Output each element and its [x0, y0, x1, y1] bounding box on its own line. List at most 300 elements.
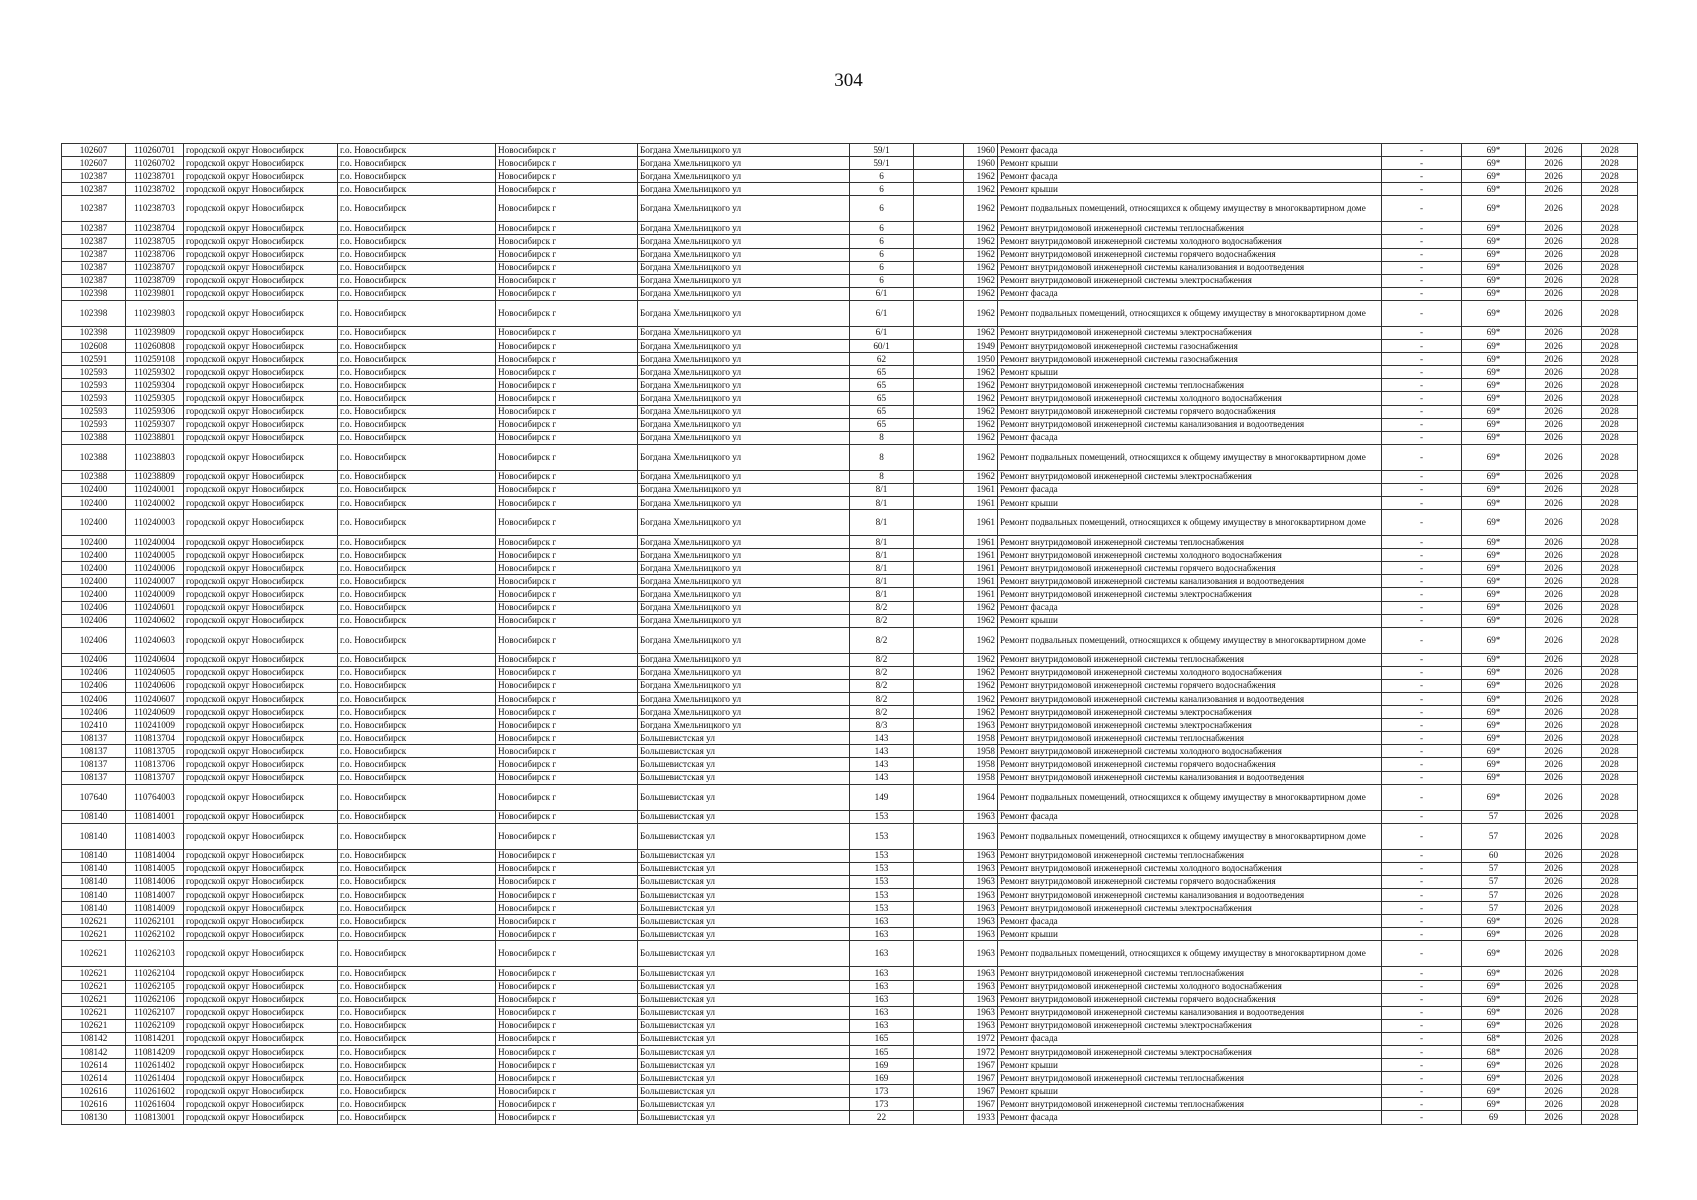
- cell-building: [914, 562, 964, 575]
- cell-wear-percent: 69*: [1462, 915, 1526, 928]
- cell-house-id: 102388: [62, 431, 126, 444]
- cell-municipality: г.о. Новосибирск: [338, 248, 496, 261]
- cell-note: -: [1382, 902, 1462, 915]
- cell-wear-percent: 69*: [1462, 379, 1526, 392]
- cell-note: -: [1382, 431, 1462, 444]
- cell-municipality: г.о. Новосибирск: [338, 405, 496, 418]
- cell-note: -: [1382, 980, 1462, 993]
- cell-work-id: 110814009: [126, 902, 184, 915]
- cell-street: Большевистская ул: [638, 862, 850, 875]
- cell-municipality: г.о. Новосибирск: [338, 1045, 496, 1058]
- cell-building: [914, 549, 964, 562]
- table-row: [62, 1072, 1638, 1085]
- cell-settlement: Новосибирск г: [496, 470, 638, 483]
- cell-year-built: 1967: [964, 1059, 998, 1072]
- cell-building: [914, 287, 964, 300]
- cell-house-id: 102406: [62, 653, 126, 666]
- cell-start-year: 2026: [1526, 732, 1582, 745]
- cell-work-id: 110240003: [126, 510, 184, 536]
- cell-work-id: 110239801: [126, 287, 184, 300]
- cell-note: -: [1382, 849, 1462, 862]
- cell-building: [914, 1032, 964, 1045]
- cell-municipality: г.о. Новосибирск: [338, 993, 496, 1006]
- cell-wear-percent: 69*: [1462, 470, 1526, 483]
- cell-house-id: 102400: [62, 588, 126, 601]
- cell-municipality: г.о. Новосибирск: [338, 980, 496, 993]
- cell-start-year: 2026: [1526, 431, 1582, 444]
- cell-street: Богдана Хмельницкого ул: [638, 679, 850, 692]
- cell-house-number: 8/2: [850, 653, 914, 666]
- cell-house-number: 8/2: [850, 666, 914, 679]
- cell-work-id: 110764003: [126, 784, 184, 810]
- cell-settlement: Новосибирск г: [496, 549, 638, 562]
- cell-municipality: г.о. Новосибирск: [338, 784, 496, 810]
- cell-settlement: Новосибирск г: [496, 405, 638, 418]
- cell-work-type: Ремонт крыши: [998, 928, 1382, 941]
- cell-house-id: 102406: [62, 706, 126, 719]
- cell-house-id: 108140: [62, 889, 126, 902]
- cell-house-number: 8: [850, 470, 914, 483]
- cell-end-year: 2028: [1582, 170, 1638, 183]
- cell-house-number: 6: [850, 248, 914, 261]
- cell-wear-percent: 69*: [1462, 235, 1526, 248]
- cell-wear-percent: 69*: [1462, 431, 1526, 444]
- cell-start-year: 2026: [1526, 287, 1582, 300]
- cell-street: Большевистская ул: [638, 902, 850, 915]
- cell-note: -: [1382, 875, 1462, 888]
- table-row: [62, 980, 1638, 993]
- cell-work-type: Ремонт фасада: [998, 483, 1382, 496]
- cell-work-id: 110813001: [126, 1111, 184, 1124]
- cell-year-built: 1933: [964, 1111, 998, 1124]
- table-row: [62, 627, 1638, 653]
- cell-work-type: Ремонт внутридомовой инженерной системы теплоснабжения: [998, 379, 1382, 392]
- cell-wear-percent: 69*: [1462, 536, 1526, 549]
- cell-end-year: 2028: [1582, 1019, 1638, 1032]
- cell-year-built: 1958: [964, 758, 998, 771]
- cell-start-year: 2026: [1526, 340, 1582, 353]
- cell-house-id: 102621: [62, 967, 126, 980]
- cell-house-number: 8/2: [850, 706, 914, 719]
- cell-start-year: 2026: [1526, 993, 1582, 1006]
- cell-end-year: 2028: [1582, 418, 1638, 431]
- cell-work-type: Ремонт внутридомовой инженерной системы теплоснабжения: [998, 732, 1382, 745]
- cell-year-built: 1963: [964, 928, 998, 941]
- cell-building: [914, 1006, 964, 1019]
- cell-work-id: 110262102: [126, 928, 184, 941]
- cell-municipality: г.о. Новосибирск: [338, 810, 496, 823]
- cell-work-id: 110240004: [126, 536, 184, 549]
- cell-house-number: 153: [850, 823, 914, 849]
- cell-settlement: Новосибирск г: [496, 340, 638, 353]
- cell-house-id: 102593: [62, 405, 126, 418]
- cell-end-year: 2028: [1582, 562, 1638, 575]
- table-row: [62, 928, 1638, 941]
- cell-settlement: Новосибирск г: [496, 1072, 638, 1085]
- cell-street: Богдана Хмельницкого ул: [638, 562, 850, 575]
- cell-settlement: Новосибирск г: [496, 510, 638, 536]
- cell-house-id: 102614: [62, 1059, 126, 1072]
- cell-building: [914, 183, 964, 196]
- table-row: [62, 993, 1638, 1006]
- cell-note: -: [1382, 418, 1462, 431]
- cell-work-type: Ремонт фасада: [998, 287, 1382, 300]
- cell-year-built: 1967: [964, 1085, 998, 1098]
- cell-municipality: г.о. Новосибирск: [338, 287, 496, 300]
- cell-work-type: Ремонт внутридомовой инженерной системы канализования и водоотведения: [998, 889, 1382, 902]
- cell-street: Богдана Хмельницкого ул: [638, 235, 850, 248]
- cell-municipality: г.о. Новосибирск: [338, 366, 496, 379]
- cell-house-id: 102614: [62, 1072, 126, 1085]
- cell-wear-percent: 57: [1462, 875, 1526, 888]
- cell-street: Большевистская ул: [638, 1006, 850, 1019]
- cell-year-built: 1962: [964, 614, 998, 627]
- cell-house-id: 102593: [62, 366, 126, 379]
- cell-note: -: [1382, 340, 1462, 353]
- cell-note: -: [1382, 196, 1462, 222]
- cell-house-number: 8/1: [850, 588, 914, 601]
- cell-street: Богдана Хмельницкого ул: [638, 392, 850, 405]
- cell-street: Богдана Хмельницкого ул: [638, 183, 850, 196]
- cell-building: [914, 719, 964, 732]
- cell-house-number: 8/1: [850, 549, 914, 562]
- cell-work-id: 110240606: [126, 679, 184, 692]
- cell-start-year: 2026: [1526, 902, 1582, 915]
- cell-work-id: 110259305: [126, 392, 184, 405]
- cell-wear-percent: 69*: [1462, 575, 1526, 588]
- table-row: [62, 235, 1638, 248]
- cell-house-id: 102621: [62, 980, 126, 993]
- cell-work-id: 110262106: [126, 993, 184, 1006]
- cell-note: -: [1382, 784, 1462, 810]
- cell-municipality: г.о. Новосибирск: [338, 627, 496, 653]
- cell-end-year: 2028: [1582, 784, 1638, 810]
- cell-wear-percent: 69*: [1462, 666, 1526, 679]
- cell-house-number: 8: [850, 444, 914, 470]
- cell-end-year: 2028: [1582, 1111, 1638, 1124]
- cell-street: Большевистская ул: [638, 758, 850, 771]
- cell-municipality: г.о. Новосибирск: [338, 183, 496, 196]
- cell-start-year: 2026: [1526, 706, 1582, 719]
- cell-wear-percent: 69*: [1462, 274, 1526, 287]
- cell-end-year: 2028: [1582, 627, 1638, 653]
- table-row: [62, 353, 1638, 366]
- cell-note: -: [1382, 614, 1462, 627]
- table-row: [62, 575, 1638, 588]
- cell-start-year: 2026: [1526, 928, 1582, 941]
- cell-year-built: 1963: [964, 719, 998, 732]
- cell-wear-percent: 69*: [1462, 653, 1526, 666]
- cell-note: -: [1382, 1032, 1462, 1045]
- cell-municipal-district: городской округ Новосибирск: [184, 549, 338, 562]
- cell-end-year: 2028: [1582, 1045, 1638, 1058]
- cell-work-type: Ремонт внутридомовой инженерной системы холодного водоснабжения: [998, 862, 1382, 875]
- cell-work-id: 110813705: [126, 745, 184, 758]
- cell-street: Большевистская ул: [638, 849, 850, 862]
- cell-work-id: 110262101: [126, 915, 184, 928]
- cell-note: -: [1382, 183, 1462, 196]
- cell-municipality: г.о. Новосибирск: [338, 562, 496, 575]
- cell-building: [914, 784, 964, 810]
- cell-street: Большевистская ул: [638, 745, 850, 758]
- cell-street: Богдана Хмельницкого ул: [638, 170, 850, 183]
- cell-building: [914, 915, 964, 928]
- cell-settlement: Новосибирск г: [496, 326, 638, 339]
- cell-start-year: 2026: [1526, 745, 1582, 758]
- cell-note: -: [1382, 248, 1462, 261]
- cell-year-built: 1958: [964, 732, 998, 745]
- cell-start-year: 2026: [1526, 967, 1582, 980]
- cell-work-type: Ремонт внутридомовой инженерной системы газоснабжения: [998, 340, 1382, 353]
- cell-work-type: Ремонт внутридомовой инженерной системы теплоснабжения: [998, 1072, 1382, 1085]
- cell-building: [914, 627, 964, 653]
- cell-municipal-district: городской округ Новосибирск: [184, 418, 338, 431]
- cell-work-id: 110262105: [126, 980, 184, 993]
- cell-note: -: [1382, 915, 1462, 928]
- table-row: [62, 379, 1638, 392]
- cell-wear-percent: 69*: [1462, 144, 1526, 157]
- cell-note: -: [1382, 379, 1462, 392]
- cell-municipal-district: городской округ Новосибирск: [184, 902, 338, 915]
- cell-end-year: 2028: [1582, 980, 1638, 993]
- cell-municipality: г.о. Новосибирск: [338, 758, 496, 771]
- cell-work-type: Ремонт внутридомовой инженерной системы холодного водоснабжения: [998, 549, 1382, 562]
- cell-settlement: Новосибирск г: [496, 941, 638, 967]
- cell-start-year: 2026: [1526, 771, 1582, 784]
- cell-street: Большевистская ул: [638, 1085, 850, 1098]
- cell-work-type: Ремонт крыши: [998, 614, 1382, 627]
- cell-house-number: 169: [850, 1059, 914, 1072]
- cell-house-id: 108140: [62, 875, 126, 888]
- cell-house-number: 8/2: [850, 679, 914, 692]
- cell-end-year: 2028: [1582, 496, 1638, 509]
- table-row: [62, 693, 1638, 706]
- cell-municipal-district: городской округ Новосибирск: [184, 1085, 338, 1098]
- cell-wear-percent: 69*: [1462, 222, 1526, 235]
- cell-municipal-district: городской округ Новосибирск: [184, 627, 338, 653]
- table-row: [62, 170, 1638, 183]
- cell-work-id: 110238705: [126, 235, 184, 248]
- cell-house-number: 65: [850, 405, 914, 418]
- cell-start-year: 2026: [1526, 862, 1582, 875]
- cell-building: [914, 575, 964, 588]
- cell-wear-percent: 69*: [1462, 444, 1526, 470]
- cell-note: -: [1382, 889, 1462, 902]
- cell-municipal-district: городской округ Новосибирск: [184, 222, 338, 235]
- cell-house-number: 6: [850, 170, 914, 183]
- cell-wear-percent: 69*: [1462, 549, 1526, 562]
- cell-end-year: 2028: [1582, 1072, 1638, 1085]
- cell-municipal-district: городской округ Новосибирск: [184, 496, 338, 509]
- cell-start-year: 2026: [1526, 1085, 1582, 1098]
- cell-street: Большевистская ул: [638, 941, 850, 967]
- cell-work-id: 110240609: [126, 706, 184, 719]
- cell-building: [914, 653, 964, 666]
- cell-end-year: 2028: [1582, 1059, 1638, 1072]
- cell-work-type: Ремонт внутридомовой инженерной системы горячего водоснабжения: [998, 993, 1382, 1006]
- cell-house-number: 8/2: [850, 601, 914, 614]
- cell-building: [914, 706, 964, 719]
- cell-street: Большевистская ул: [638, 1059, 850, 1072]
- cell-year-built: 1961: [964, 562, 998, 575]
- cell-house-id: 102607: [62, 157, 126, 170]
- cell-municipal-district: городской округ Новосибирск: [184, 758, 338, 771]
- cell-street: Богдана Хмельницкого ул: [638, 366, 850, 379]
- cell-work-type: Ремонт внутридомовой инженерной системы горячего водоснабжения: [998, 875, 1382, 888]
- cell-note: -: [1382, 823, 1462, 849]
- cell-start-year: 2026: [1526, 1059, 1582, 1072]
- cell-house-number: 143: [850, 745, 914, 758]
- cell-start-year: 2026: [1526, 405, 1582, 418]
- cell-municipal-district: городской округ Новосибирск: [184, 1059, 338, 1072]
- cell-house-id: 102400: [62, 562, 126, 575]
- cell-building: [914, 849, 964, 862]
- cell-note: -: [1382, 496, 1462, 509]
- cell-year-built: 1963: [964, 993, 998, 1006]
- cell-wear-percent: 57: [1462, 810, 1526, 823]
- cell-municipal-district: городской округ Новосибирск: [184, 693, 338, 706]
- cell-municipality: г.о. Новосибирск: [338, 353, 496, 366]
- cell-municipal-district: городской округ Новосибирск: [184, 575, 338, 588]
- cell-settlement: Новосибирск г: [496, 706, 638, 719]
- cell-building: [914, 222, 964, 235]
- cell-house-number: 6: [850, 261, 914, 274]
- cell-work-id: 110238704: [126, 222, 184, 235]
- cell-start-year: 2026: [1526, 144, 1582, 157]
- cell-house-number: 65: [850, 366, 914, 379]
- cell-work-type: Ремонт внутридомовой инженерной системы электроснабжения: [998, 1045, 1382, 1058]
- cell-house-id: 107640: [62, 784, 126, 810]
- table-row: [62, 902, 1638, 915]
- cell-building: [914, 732, 964, 745]
- cell-note: -: [1382, 719, 1462, 732]
- table-row: [62, 405, 1638, 418]
- cell-settlement: Новосибирск г: [496, 666, 638, 679]
- table-row: [62, 614, 1638, 627]
- cell-house-id: 102406: [62, 679, 126, 692]
- cell-work-type: Ремонт внутридомовой инженерной системы канализования и водоотведения: [998, 575, 1382, 588]
- cell-work-type: Ремонт внутридомовой инженерной системы теплоснабжения: [998, 967, 1382, 980]
- cell-note: -: [1382, 222, 1462, 235]
- cell-note: -: [1382, 470, 1462, 483]
- cell-wear-percent: 69*: [1462, 1085, 1526, 1098]
- cell-end-year: 2028: [1582, 745, 1638, 758]
- cell-settlement: Новосибирск г: [496, 183, 638, 196]
- cell-start-year: 2026: [1526, 483, 1582, 496]
- cell-house-id: 102621: [62, 941, 126, 967]
- cell-wear-percent: 69*: [1462, 627, 1526, 653]
- cell-end-year: 2028: [1582, 157, 1638, 170]
- cell-start-year: 2026: [1526, 666, 1582, 679]
- table-row: [62, 758, 1638, 771]
- cell-settlement: Новосибирск г: [496, 353, 638, 366]
- cell-note: -: [1382, 941, 1462, 967]
- cell-municipal-district: городской округ Новосибирск: [184, 170, 338, 183]
- cell-wear-percent: 69*: [1462, 980, 1526, 993]
- cell-house-number: 153: [850, 902, 914, 915]
- cell-start-year: 2026: [1526, 1019, 1582, 1032]
- cell-building: [914, 392, 964, 405]
- cell-building: [914, 536, 964, 549]
- cell-work-id: 110262104: [126, 967, 184, 980]
- cell-work-id: 110813707: [126, 771, 184, 784]
- cell-municipal-district: городской округ Новосибирск: [184, 1019, 338, 1032]
- cell-house-id: 102400: [62, 496, 126, 509]
- cell-settlement: Новосибирск г: [496, 771, 638, 784]
- cell-building: [914, 483, 964, 496]
- table-row: [62, 719, 1638, 732]
- cell-street: Богдана Хмельницкого ул: [638, 261, 850, 274]
- cell-year-built: 1962: [964, 326, 998, 339]
- cell-building: [914, 379, 964, 392]
- cell-municipality: г.о. Новосибирск: [338, 693, 496, 706]
- cell-work-id: 110814003: [126, 823, 184, 849]
- cell-house-id: 102388: [62, 470, 126, 483]
- cell-municipal-district: городской округ Новосибирск: [184, 719, 338, 732]
- cell-work-id: 110240002: [126, 496, 184, 509]
- cell-note: -: [1382, 601, 1462, 614]
- cell-wear-percent: 69*: [1462, 967, 1526, 980]
- table-row: [62, 875, 1638, 888]
- cell-house-number: 8/1: [850, 496, 914, 509]
- cell-end-year: 2028: [1582, 823, 1638, 849]
- cell-work-id: 110813706: [126, 758, 184, 771]
- cell-municipal-district: городской округ Новосибирск: [184, 614, 338, 627]
- cell-wear-percent: 69*: [1462, 405, 1526, 418]
- cell-street: Большевистская ул: [638, 967, 850, 980]
- cell-municipal-district: городской округ Новосибирск: [184, 562, 338, 575]
- cell-start-year: 2026: [1526, 510, 1582, 536]
- cell-street: Большевистская ул: [638, 823, 850, 849]
- cell-work-id: 110238709: [126, 274, 184, 287]
- cell-note: -: [1382, 392, 1462, 405]
- cell-end-year: 2028: [1582, 915, 1638, 928]
- cell-street: Богдана Хмельницкого ул: [638, 719, 850, 732]
- cell-work-id: 110238803: [126, 444, 184, 470]
- cell-street: Богдана Хмельницкого ул: [638, 274, 850, 287]
- cell-start-year: 2026: [1526, 183, 1582, 196]
- table-row: [62, 287, 1638, 300]
- table-row: [62, 157, 1638, 170]
- cell-municipality: г.о. Новосибирск: [338, 1006, 496, 1019]
- cell-municipal-district: городской округ Новосибирск: [184, 928, 338, 941]
- table-row: [62, 810, 1638, 823]
- cell-work-type: Ремонт внутридомовой инженерной системы электроснабжения: [998, 326, 1382, 339]
- cell-start-year: 2026: [1526, 849, 1582, 862]
- cell-municipality: г.о. Новосибирск: [338, 1072, 496, 1085]
- cell-end-year: 2028: [1582, 758, 1638, 771]
- cell-end-year: 2028: [1582, 405, 1638, 418]
- cell-work-type: Ремонт внутридомовой инженерной системы теплоснабжения: [998, 849, 1382, 862]
- cell-start-year: 2026: [1526, 823, 1582, 849]
- table-row: [62, 653, 1638, 666]
- cell-end-year: 2028: [1582, 810, 1638, 823]
- cell-municipality: г.о. Новосибирск: [338, 536, 496, 549]
- cell-settlement: Новосибирск г: [496, 222, 638, 235]
- cell-house-id: 108142: [62, 1032, 126, 1045]
- cell-end-year: 2028: [1582, 575, 1638, 588]
- cell-work-type: Ремонт внутридомовой инженерной системы канализования и водоотведения: [998, 261, 1382, 274]
- cell-settlement: Новосибирск г: [496, 915, 638, 928]
- cell-municipality: г.о. Новосибирск: [338, 274, 496, 287]
- cell-settlement: Новосибирск г: [496, 810, 638, 823]
- cell-street: Большевистская ул: [638, 875, 850, 888]
- cell-start-year: 2026: [1526, 693, 1582, 706]
- cell-wear-percent: 68*: [1462, 1045, 1526, 1058]
- cell-work-type: Ремонт подвальных помещений, относящихся к общему имуществу в многоквартирном доме: [998, 823, 1382, 849]
- cell-work-type: Ремонт подвальных помещений, относящихся к общему имуществу в многоквартирном доме: [998, 510, 1382, 536]
- cell-municipal-district: городской округ Новосибирск: [184, 732, 338, 745]
